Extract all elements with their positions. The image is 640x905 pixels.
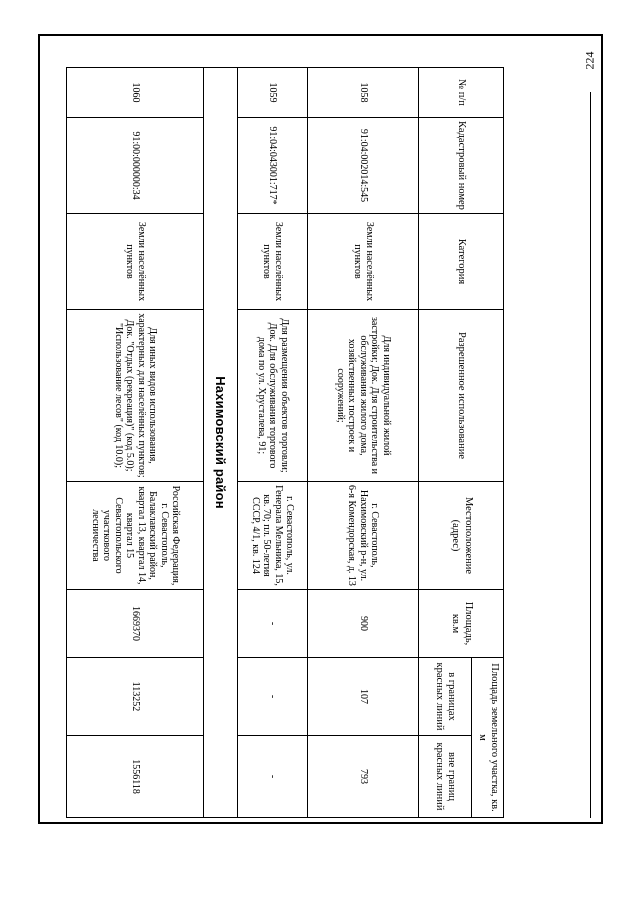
header-plot-area: Площадь земельного участка, кв. м xyxy=(472,658,504,818)
table-row xyxy=(307,68,419,818)
page-number: 224 xyxy=(582,51,597,69)
cell-area: 1669370 xyxy=(67,590,204,658)
cell-area: - xyxy=(237,590,307,658)
header-category: Категория xyxy=(419,214,504,310)
header-within: в границах красных линий xyxy=(419,658,472,736)
table-row xyxy=(67,68,204,818)
cell-num: 1058 xyxy=(307,68,419,118)
cell-cadastral: 91:04:043001:717* xyxy=(237,118,307,214)
header-num: № п/п xyxy=(419,68,504,118)
cell-category: Земли населённых пунктов xyxy=(307,214,419,310)
cell-location: г. Севастополь, ул. Генерала Мельника, 15, кв. 70; пл. 50-летия СССР, 4/1, кв. 124 xyxy=(237,482,307,590)
rotated-table-wrapper xyxy=(66,67,504,817)
cell-category: Земли населённых пунктов xyxy=(67,214,204,310)
page-rule xyxy=(590,92,591,818)
cell-cadastral: 91:00:000000:34 xyxy=(67,118,204,214)
header-area: Площадь, кв.м xyxy=(419,590,504,658)
district-row xyxy=(204,68,238,818)
cell-location: Российская Федерация, г. Севастополь, Балаклавский район, квартал 13, квартал 14, квартал 15 Севастопольского участкового лесничества xyxy=(67,482,204,590)
header-outside: вне границ красных линий xyxy=(419,736,472,818)
header-cadastral: Кадастровый номер xyxy=(419,118,504,214)
header-use: Разрешенное использование xyxy=(419,310,504,482)
cell-location: г. Севастополь, Нахимовский р-н, ул. 6-я Комендорская, д. 13 xyxy=(307,482,419,590)
cell-num: 1059 xyxy=(237,68,307,118)
cell-area: 900 xyxy=(307,590,419,658)
cell-outside: 793 xyxy=(307,736,419,818)
cell-within: 107 xyxy=(307,658,419,736)
table-host xyxy=(66,67,504,817)
table-row xyxy=(237,68,307,818)
cell-use: Для иных видов использования, характерных для населённых пунктов; Док. "Отдых (рекреация)" (код 5.0); "Использование лесов" (код 10.0); xyxy=(67,310,204,482)
cell-num: 1060 xyxy=(67,68,204,118)
cell-within: 113252 xyxy=(67,658,204,736)
cell-use: Для индивидуальной жилой застройки; Док. Для строительства и обслуживания жилого дома, хозяйственных построек и сооружений; xyxy=(307,310,419,482)
cell-category: Земли населённых пунктов xyxy=(237,214,307,310)
header-location: Местоположение (адрес) xyxy=(419,482,504,590)
cell-use: Для размещения объектов торговли; Док. Для обслуживания торгового дома по ул. Хрусталева, 91; xyxy=(237,310,307,482)
cell-cadastral: 91:04:002014:545 xyxy=(307,118,419,214)
land-plots-table xyxy=(66,67,504,818)
cell-outside: 1556118 xyxy=(67,736,204,818)
cell-outside: - xyxy=(237,736,307,818)
cell-within: - xyxy=(237,658,307,736)
district-heading: Нахимовский район xyxy=(204,68,238,818)
